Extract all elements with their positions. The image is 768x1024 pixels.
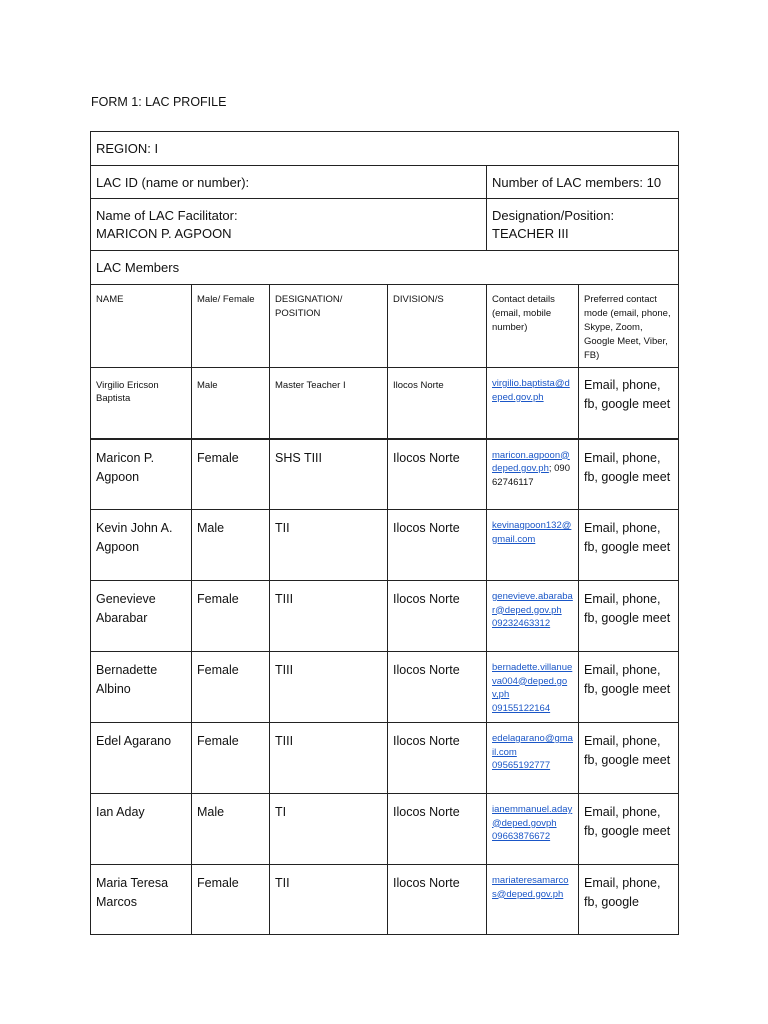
member-sex: Male [192,368,270,439]
member-email-link[interactable]: kevinagpoon132@gmail.com [492,520,572,545]
member-sex: Female [192,439,270,510]
member-email-link[interactable]: edelagarano@gmail.com [492,733,573,758]
member-division: Ilocos Norte [388,581,487,652]
member-preferred-contact: Email, phone, fb, google meet [579,794,679,865]
designation-label: Designation/Position: [492,208,615,223]
members-label-row [91,251,679,285]
member-phone[interactable]: 09155122164 [492,702,551,714]
member-designation: Master Teacher I [270,368,388,439]
member-sex: Male [192,794,270,865]
member-contact [487,723,579,794]
member-sex: Female [192,581,270,652]
col-header-preferred: Preferred contact mode (email, phone, Skype, Zoom, Google Meet, Viber, FB) [579,285,679,368]
member-email-link[interactable]: virgilio.baptista@deped.gov.ph [492,378,570,403]
member-preferred-contact: Email, phone, fb, google meet [579,652,679,723]
column-header-row [91,285,679,368]
lac-profile-table [90,131,679,935]
member-sex: Female [192,723,270,794]
member-designation: TII [270,865,388,935]
form-title: FORM 1: LAC PROFILE [91,95,227,109]
member-phone[interactable]: 09663876672 [492,831,551,842]
member-sex: Male [192,510,270,581]
members-label-cell: LAC Members [91,251,679,285]
member-designation: TII [270,510,388,581]
member-sex: Female [192,652,270,723]
col-header-division: DIVISION/S [388,285,487,368]
member-designation: TI [270,794,388,865]
member-preferred-contact: Email, phone, fb, google meet [579,368,679,439]
member-designation: TIII [270,723,388,794]
table-row [91,723,679,794]
member-contact [487,581,579,652]
member-email-link[interactable]: bernadette.villanueva004@deped.gov,ph [492,662,573,700]
member-contact [487,510,579,581]
table-row [91,652,679,723]
col-header-designation: DESIGNATION/ POSITION [270,285,388,368]
member-designation: TIII [270,652,388,723]
table-row [91,439,679,510]
member-name: Edel Agarano [91,723,192,794]
col-header-contact: Contact details (email, mobile number) [487,285,579,368]
member-contact [487,865,579,935]
member-phone[interactable]: 09232463312 [492,618,551,629]
region-cell: REGION: I [91,132,679,166]
member-name: Virgilio Ericson Baptista [91,368,192,439]
facilitator-name: MARICON P. AGPOON [96,226,232,241]
member-phone: ; 09062746117 [492,463,571,488]
member-email-link[interactable]: genevieve.abarabar@deped.gov.ph [492,591,573,616]
member-contact [487,652,579,723]
member-name: Genevieve Abarabar [91,581,192,652]
member-division: Ilocos Norte [388,723,487,794]
member-email-link[interactable]: mariateresamarcos@deped.gov.ph [492,875,569,900]
member-division: Ilocos Norte [388,439,487,510]
member-email-link[interactable]: maricon.agpoon@deped.gov.ph [492,449,570,474]
table-row [91,865,679,935]
member-preferred-contact: Email, phone, fb, google meet [579,510,679,581]
designation-value: TEACHER III [492,226,569,241]
facilitator-row [91,199,679,251]
table-row [91,581,679,652]
member-preferred-contact: Email, phone, fb, google meet [579,439,679,510]
table-row [91,510,679,581]
member-preferred-contact: Email, phone, fb, google [579,865,679,935]
region-row [91,132,679,166]
member-name: Maria Teresa Marcos [91,865,192,935]
lac-id-row [91,166,679,199]
member-name: Ian Aday [91,794,192,865]
member-name: Maricon P. Agpoon [91,439,192,510]
facilitator-cell [91,199,487,251]
member-designation: SHS TIII [270,439,388,510]
member-preferred-contact: Email, phone, fb, google meet [579,581,679,652]
member-sex: Female [192,865,270,935]
num-members-cell: Number of LAC members: 10 [487,166,679,199]
designation-cell [487,199,679,251]
member-division: Ilocos Norte [388,865,487,935]
member-contact [487,368,579,439]
table-row [91,794,679,865]
col-header-name: NAME [91,285,192,368]
member-division: Ilocos Norte [388,368,487,439]
member-contact [487,439,579,510]
member-rows [91,368,679,935]
member-email-link[interactable]: ianemmanuel.aday@deped.govph [492,804,573,829]
member-preferred-contact: Email, phone, fb, google meet [579,723,679,794]
member-contact [487,794,579,865]
member-division: Ilocos Norte [388,652,487,723]
member-division: Ilocos Norte [388,794,487,865]
col-header-sex: Male/ Female [192,285,270,368]
facilitator-label: Name of LAC Facilitator: [96,208,238,223]
member-name: Bernadette Albino [91,652,192,723]
member-designation: TIII [270,581,388,652]
member-division: Ilocos Norte [388,510,487,581]
member-phone[interactable]: 09565192777 [492,760,551,771]
table-row [91,368,679,439]
member-name: Kevin John A. Agpoon [91,510,192,581]
lac-id-cell: LAC ID (name or number): [91,166,487,199]
